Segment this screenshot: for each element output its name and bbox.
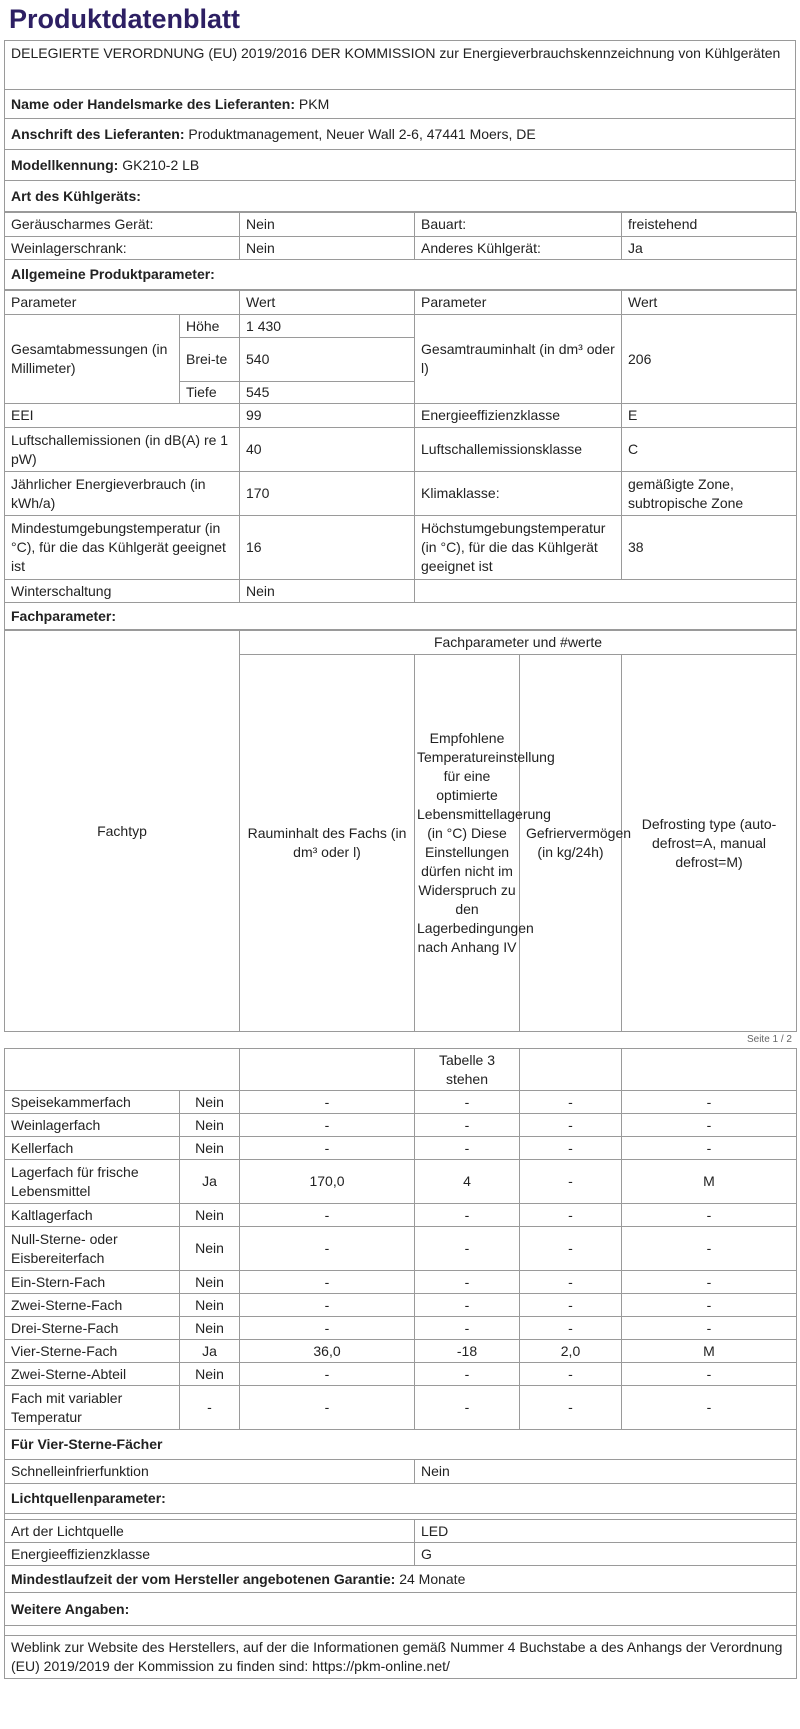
compartment-temp: 4 bbox=[415, 1160, 520, 1204]
compartment-temp: - bbox=[415, 1204, 520, 1227]
compartment-name: Vier-Sterne-Fach bbox=[5, 1340, 180, 1363]
comp-heading: Fachparameter: bbox=[5, 603, 797, 630]
compartment-volume: - bbox=[240, 1091, 415, 1114]
compartments-table bbox=[4, 1048, 797, 1679]
compartment-volume: - bbox=[240, 1317, 415, 1340]
energy-row: Jährlicher Energieverbrauch (in kWh/a) 170 Klimaklasse: gemäßigte Zone, subtropische Zone bbox=[5, 472, 797, 516]
compartment-row bbox=[5, 1317, 797, 1340]
compartment-temp: - bbox=[415, 1137, 520, 1160]
compartment-freeze: - bbox=[520, 1363, 622, 1386]
model-row bbox=[5, 150, 795, 181]
compartment-temp: - bbox=[415, 1386, 520, 1430]
compartment-present: Nein bbox=[180, 1317, 240, 1340]
compartment-volume: - bbox=[240, 1137, 415, 1160]
compartment-freeze: - bbox=[520, 1386, 622, 1430]
compartment-row bbox=[5, 1114, 797, 1137]
compartment-defrost: - bbox=[622, 1386, 797, 1430]
compartment-name: Fach mit variabler Temperatur bbox=[5, 1386, 180, 1430]
compartment-freeze: - bbox=[520, 1317, 622, 1340]
dims-row: Brei-te 540 bbox=[5, 338, 797, 382]
compartment-present: Nein bbox=[180, 1137, 240, 1160]
warranty-label: Mindestlaufzeit der vom Hersteller angebotenen Garantie: bbox=[11, 1570, 396, 1587]
general-heading-row bbox=[5, 260, 797, 290]
compartment-freeze: - bbox=[520, 1160, 622, 1204]
supplier-row bbox=[5, 90, 795, 119]
compartment-volume: 36,0 bbox=[240, 1340, 415, 1363]
eei-row: EEI 99 Energieeffizienzklasse E bbox=[5, 404, 797, 428]
compartment-volume: - bbox=[240, 1363, 415, 1386]
compartment-name: Kellerfach bbox=[5, 1137, 180, 1160]
compartment-defrost: - bbox=[622, 1271, 797, 1294]
defrost-header: Defrosting type (auto-defrost=A, manual defrost=M) bbox=[622, 655, 797, 1032]
compartment-volume: - bbox=[240, 1294, 415, 1317]
compartment-name: Zwei-Sterne-Abteil bbox=[5, 1363, 180, 1386]
compartment-temp: - bbox=[415, 1317, 520, 1340]
compartment-volume: - bbox=[240, 1386, 415, 1430]
compartment-present: Nein bbox=[180, 1227, 240, 1271]
freeze-header: Gefriervermögen (in kg/24h) bbox=[520, 655, 622, 1032]
compartment-present: - bbox=[180, 1386, 240, 1430]
warranty-value: 24 Monate bbox=[399, 1570, 466, 1587]
temp-header-continued: Tabelle 3 stehen bbox=[415, 1049, 520, 1091]
supplier-label: Name oder Handelsmarke des Lieferanten: bbox=[11, 96, 295, 112]
light-type-row: Art der Lichtquelle LED bbox=[5, 1520, 797, 1543]
compartment-row bbox=[5, 1363, 797, 1386]
compartment-temp: - bbox=[415, 1294, 520, 1317]
datasheet-page bbox=[4, 0, 796, 1679]
page-number: Seite 1 / 2 bbox=[746, 1034, 792, 1045]
temp-header: Empfohlene Temperatureinstellung für eine optimierte Lebensmittellagerung (in °C) Diese Einstellungen dürfen nicht im Widerspruch zu den Lagerbedingungen nach Anhang IV bbox=[415, 655, 520, 1032]
header-block bbox=[4, 40, 796, 212]
warranty-row bbox=[5, 1566, 797, 1593]
compartment-row bbox=[5, 1160, 797, 1204]
supplier-value: PKM bbox=[298, 96, 330, 112]
type-table bbox=[4, 212, 797, 290]
light-heading: Lichtquellenparameter: bbox=[5, 1484, 797, 1514]
general-heading: Allgemeine Produktparameter: bbox=[5, 260, 797, 290]
compartment-defrost: - bbox=[622, 1227, 797, 1271]
compartment-defrost: - bbox=[622, 1091, 797, 1114]
compartment-volume: - bbox=[240, 1227, 415, 1271]
compartment-rows bbox=[5, 1091, 797, 1430]
compartment-freeze: - bbox=[520, 1137, 622, 1160]
compartment-row bbox=[5, 1340, 797, 1363]
comp-group-header: Fachparameter und #werte bbox=[240, 631, 797, 655]
compartment-name: Kaltlagerfach bbox=[5, 1204, 180, 1227]
compartment-name: Zwei-Sterne-Fach bbox=[5, 1294, 180, 1317]
compartment-temp: -18 bbox=[415, 1340, 520, 1363]
compartment-present: Nein bbox=[180, 1114, 240, 1137]
compartment-defrost: M bbox=[622, 1340, 797, 1363]
compartment-row bbox=[5, 1091, 797, 1114]
compartment-row bbox=[5, 1137, 797, 1160]
regulation-text: DELEGIERTE VERORDNUNG (EU) 2019/2016 DER KOMMISSION zur Energieverbrauchskennzeichnung von Kühlgeräten bbox=[5, 41, 795, 90]
compartment-name: Speisekammerfach bbox=[5, 1091, 180, 1114]
compartment-freeze: - bbox=[520, 1227, 622, 1271]
compartment-row bbox=[5, 1386, 797, 1430]
compartment-row bbox=[5, 1271, 797, 1294]
light-class-row: Energieeffizienzklasse G bbox=[5, 1543, 797, 1566]
compartment-freeze: - bbox=[520, 1294, 622, 1317]
model-label: Modellkennung: bbox=[11, 157, 119, 173]
compartment-present: Nein bbox=[180, 1294, 240, 1317]
compartment-defrost: M bbox=[622, 1160, 797, 1204]
compartment-name: Lagerfach für frische Lebensmittel bbox=[5, 1160, 180, 1204]
type-heading: Art des Kühlgeräts: bbox=[5, 181, 795, 212]
compartment-volume: - bbox=[240, 1204, 415, 1227]
type-row: Weinlagerschrank: Nein Anderes Kühlgerät: Ja bbox=[5, 237, 797, 260]
compartment-volume: - bbox=[240, 1271, 415, 1294]
address-row bbox=[5, 119, 795, 150]
compartment-name: Ein-Stern-Fach bbox=[5, 1271, 180, 1294]
comp-header-table bbox=[4, 630, 797, 1032]
winter-row: Winterschaltung Nein bbox=[5, 580, 797, 603]
more-heading: Weitere Angaben: bbox=[5, 1593, 797, 1626]
address-value: Produktmanagement, Neuer Wall 2-6, 47441 Moers, DE bbox=[188, 126, 536, 142]
four-star-heading: Für Vier-Sterne-Fächer bbox=[5, 1430, 797, 1460]
compartment-present: Nein bbox=[180, 1271, 240, 1294]
temp-range-row: Mindestumgebungstemperatur (in °C), für die das Kühlgerät geeignet ist 16 Höchstumgebungstemperatur (in °C), für die das Kühlgerät geeignet ist 38 bbox=[5, 516, 797, 580]
page-title: Produktdatenblatt bbox=[9, 4, 241, 34]
compartment-present: Nein bbox=[180, 1204, 240, 1227]
compartment-present: Ja bbox=[180, 1340, 240, 1363]
compartment-defrost: - bbox=[622, 1204, 797, 1227]
compartment-present: Nein bbox=[180, 1363, 240, 1386]
compartment-freeze: - bbox=[520, 1114, 622, 1137]
compartment-volume: 170,0 bbox=[240, 1160, 415, 1204]
compartment-name: Drei-Sterne-Fach bbox=[5, 1317, 180, 1340]
compartment-freeze: - bbox=[520, 1271, 622, 1294]
compartment-name: Weinlagerfach bbox=[5, 1114, 180, 1137]
dims-row: Gesamtabmessungen (in Millimeter) Höhe 1 430 Gesamtrauminhalt (in dm³ oder l) 206 bbox=[5, 315, 797, 338]
quick-freeze-row: Schnelleinfrierfunktion Nein bbox=[5, 1460, 797, 1484]
compartment-defrost: - bbox=[622, 1114, 797, 1137]
compartment-defrost: - bbox=[622, 1317, 797, 1340]
compartment-row bbox=[5, 1227, 797, 1271]
compartment-row bbox=[5, 1294, 797, 1317]
compartment-defrost: - bbox=[622, 1294, 797, 1317]
compartment-freeze: - bbox=[520, 1204, 622, 1227]
compartment-freeze: - bbox=[520, 1091, 622, 1114]
comp-heading-row bbox=[5, 603, 797, 630]
compartment-defrost: - bbox=[622, 1137, 797, 1160]
compartment-temp: - bbox=[415, 1363, 520, 1386]
compartment-temp: - bbox=[415, 1271, 520, 1294]
address-label: Anschrift des Lieferanten: bbox=[11, 126, 185, 142]
compartment-temp: - bbox=[415, 1227, 520, 1271]
general-header-row: Parameter Wert Parameter Wert bbox=[5, 291, 797, 315]
compartment-present: Nein bbox=[180, 1091, 240, 1114]
compartment-temp: - bbox=[415, 1114, 520, 1137]
compartment-present: Ja bbox=[180, 1160, 240, 1204]
compartment-temp: - bbox=[415, 1091, 520, 1114]
fachtyp-header: Fachtyp bbox=[5, 631, 240, 1032]
model-value: GK210-2 LB bbox=[122, 157, 200, 173]
weblink-text: Weblink zur Website des Herstellers, auf der die Informationen gemäß Nummer 4 Buchstabe a des Anhangs der Verordnung (EU) 2019/2019 der Kommission zu finden sind: https://pkm-online.net/ bbox=[5, 1636, 797, 1679]
general-table bbox=[4, 290, 797, 630]
compartment-freeze: 2,0 bbox=[520, 1340, 622, 1363]
dims-label: Gesamtabmessungen (in Millimeter) bbox=[5, 315, 180, 404]
volume-header: Rauminhalt des Fachs (in dm³ oder l) bbox=[240, 655, 415, 1032]
compartment-volume: - bbox=[240, 1114, 415, 1137]
noise-row: Luftschallemissionen (in dB(A) re 1 pW) 40 Luftschallemissionsklasse C bbox=[5, 428, 797, 472]
compartment-name: Null-Sterne- oder Eisbereiterfach bbox=[5, 1227, 180, 1271]
dims-row: Tiefe 545 bbox=[5, 382, 797, 404]
compartment-defrost: - bbox=[622, 1363, 797, 1386]
compartment-row bbox=[5, 1204, 797, 1227]
type-row: Geräuscharmes Gerät: Nein Bauart: freistehend bbox=[5, 213, 797, 237]
